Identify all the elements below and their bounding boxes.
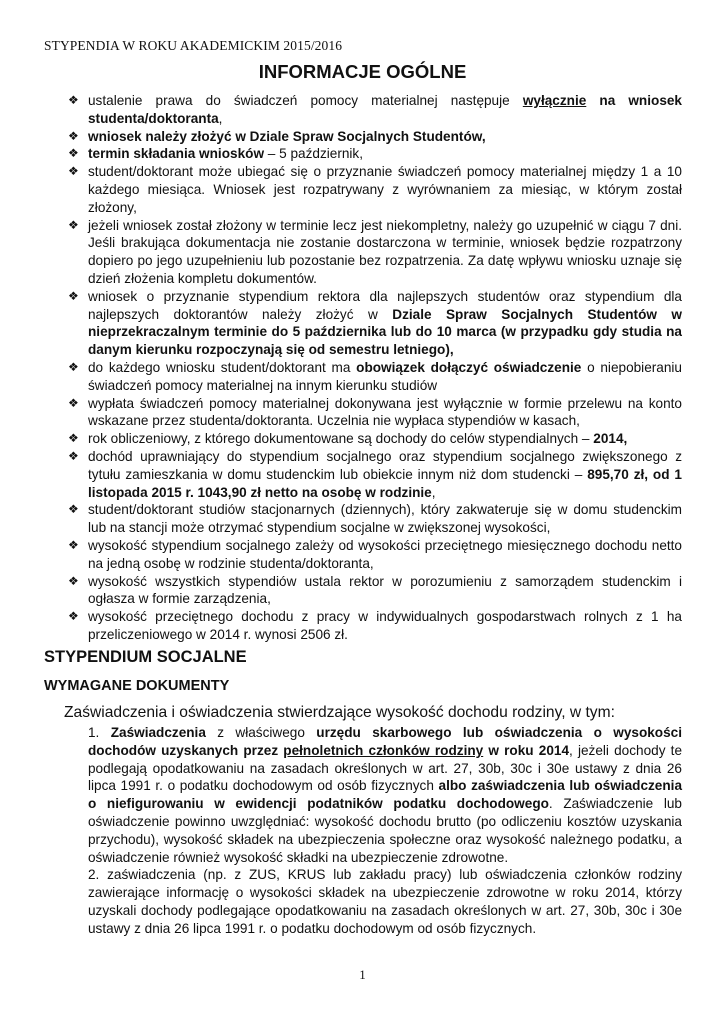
diamond-bullet-icon: ❖ — [68, 448, 79, 463]
diamond-bullet-icon: ❖ — [68, 288, 79, 303]
text-run: 895,70 zł, od 1 listopada 2015 r. 1043,90 zł netto na osobę w rodzinie — [88, 466, 682, 500]
text-run: wypłata świadczeń pomocy materialnej dokonywana jest wyłącznie w formie przelewu na konto wskazane przez studenta/doktoranta. Uczelnia nie wypłaca stypendiów w kasach, — [88, 395, 682, 429]
list-item — [68, 128, 682, 146]
text-run: z właściwego — [205, 725, 317, 740]
text-run: Zaświadczenia — [110, 725, 206, 740]
text-run: 1. — [88, 725, 111, 740]
running-header: STYPENDIA W ROKU AKADEMICKIM 2015/2016 — [44, 38, 343, 53]
documents-intro: Zaświadczenia i oświadczenia stwierdzające wysokość dochodu rodziny, w tym: — [64, 704, 615, 721]
text-run: Dziale Spraw Socjalnych Studentów w nieprzekraczalnym terminie do 5 października lub do 10 marca (w przypadku gdy studia na danym kierunku rozpoczynają się od semestru letniego), — [88, 306, 682, 358]
text-run: . Zaświadczenie lub oświadczenie powinno uwzględniać: wysokość dochodu brutto (po odliczeniu kosztów uzyskania przychodu), wysokość składek na ubezpieczenia społeczne oraz wysokość należnego podatku, a oświadczenie również wysokość składki na ubezpieczenie zdrowotne. — [88, 796, 682, 865]
text-run: pełnoletnich członków rodziny — [283, 742, 484, 758]
list-item — [68, 448, 682, 501]
text-run: jeżeli wniosek został złożony w terminie lecz jest niekompletny, należy go uzupełnić w ciągu 7 dni. Jeśli brakująca dokumentacja nie zostanie dostarczona w terminie, wniosek będzie rozpatrzony dopiero po jego uzupełnieniu lub pozostanie bez rozpatrzenia. Za datę wpływu wniosku uznaje się dzień złożenia kompletu dokumentów. — [88, 217, 682, 286]
list-item — [68, 537, 682, 573]
list-item — [68, 163, 682, 216]
diamond-bullet-icon: ❖ — [68, 537, 79, 552]
page-title: INFORMACJE OGÓLNE — [258, 61, 467, 82]
diamond-bullet-icon: ❖ — [68, 502, 79, 517]
list-item — [68, 573, 682, 609]
list-item — [68, 430, 682, 448]
text-run: do każdego wniosku student/doktorant ma — [88, 359, 357, 375]
text-run: , — [218, 110, 223, 126]
text-run: wysokość wszystkich stypendiów ustala rektor w porozumieniu z samorządem studenckim i ogłasza w formie zarządzenia, — [88, 573, 682, 607]
text-run: – 5 październik, — [264, 146, 364, 162]
text-run: obowiązek dołączyć oświadczenie — [356, 359, 582, 375]
text-run: wniosek należy złożyć w Dziale Spraw Socjalnych Studentów, — [88, 128, 486, 144]
text-run: student/doktorant studiów stacjonarnych (dziennych), który zakwateruje się w domu studenckim lub na stancji może otrzymać stypendium socjalne w zwiększonej wysokości, — [88, 502, 682, 536]
diamond-bullet-icon: ❖ — [68, 128, 79, 143]
list-item — [68, 501, 682, 537]
document-requirement-item — [88, 724, 682, 866]
diamond-bullet-icon: ❖ — [68, 573, 79, 588]
text-run: ustalenie prawa do świadczeń pomocy materialnej następuje — [88, 93, 523, 108]
diamond-bullet-icon: ❖ — [68, 359, 79, 374]
text-run: termin składania wniosków — [88, 146, 265, 162]
text-run: dochód uprawniający do stypendium socjalnego oraz stypendium socjalnego zwiększonego z tytułu zamieszkania w domu studenckim lub obiekcie innym niż dom studencki – — [88, 448, 682, 482]
text-run: wniosek o przyznanie stypendium rektora dla najlepszych studentów oraz stypendium dla najlepszych doktorantów należy złożyć w — [88, 288, 682, 322]
list-item — [68, 217, 682, 288]
section-title: STYPENDIUM SOCJALNE — [44, 648, 247, 666]
required-documents-list — [88, 724, 682, 938]
list-item — [68, 288, 682, 359]
diamond-bullet-icon: ❖ — [68, 146, 79, 161]
diamond-bullet-icon: ❖ — [68, 93, 79, 107]
text-run: rok obliczeniowy, z którego dokumentowane są dochody do celów stypendialnych – — [88, 431, 594, 447]
text-run: urzędu skarbowego lub oświadczenia o wysokości dochodów uzyskanych przez — [88, 725, 683, 758]
text-run: o niepobieraniu świadczeń pomocy materialnej na innym kierunku studiów — [88, 359, 682, 393]
text-run: 2014, — [593, 431, 628, 447]
text-run: wysokość stypendium socjalnego zależy od wysokości przeciętnego miesięcznego dochodu netto na jedną osobę w rodzinie studenta/doktoranta, — [88, 537, 682, 571]
list-item — [68, 92, 682, 128]
diamond-bullet-icon: ❖ — [68, 164, 79, 179]
text-run: , — [431, 484, 436, 500]
list-item — [68, 359, 682, 395]
text-run: albo zaświadczenia lub oświadczenia o niefigurowaniu w ewidencji podatników podatku dochodowego — [88, 778, 682, 812]
document-requirement-item — [88, 866, 682, 937]
text-run: w roku 2014 — [483, 742, 570, 758]
list-item — [68, 608, 682, 644]
text-run: , jeżeli dochody te podlegają opodatkowaniu na zasadach określonych w art. 27, 30b, 30c i 30e ustawy z dnia 26 lipca 1991 r. o podatku dochodowym od osób fizycznych — [88, 742, 683, 794]
list-item — [68, 395, 682, 431]
text-run: wyłącznie — [522, 93, 587, 108]
page-number: 1 — [359, 967, 366, 982]
diamond-bullet-icon: ❖ — [68, 431, 79, 446]
list-item — [68, 145, 682, 163]
diamond-bullet-icon: ❖ — [68, 395, 79, 410]
text-run: na wniosek studenta/doktoranta — [88, 93, 682, 126]
text-run: student/doktorant może ubiegać się o przyznanie świadczeń pomocy materialnej między 1 a 10 każdego miesiąca. Wniosek jest rozpatrywany z wyrównaniem za miesiąc, w którym został złożony, — [88, 164, 682, 215]
diamond-bullet-icon: ❖ — [68, 609, 79, 624]
text-run: wysokość przeciętnego dochodu z pracy w indywidualnych gospodarstwach rolnych z 1 ha przeliczeniowego w 2014 r. wynosi 2506 zł. — [88, 609, 682, 642]
diamond-bullet-icon: ❖ — [68, 217, 79, 232]
general-info-list — [68, 92, 682, 644]
subsection-title: WYMAGANE DOKUMENTY — [44, 678, 230, 694]
text-run: 2. zaświadczenia (np. z ZUS, KRUS lub zakładu pracy) lub oświadczenia członków rodziny zawierające informację o wysokości składek na ubezpieczenie zdrowotne w roku 2014, którzy uzyskali dochody podlegające opodatkowaniu na zasadach określonych w art. 27, 30b, 30c i 30e ustawy z dnia 26 lipca 1991 r. o podatku dochodowym od osób fizycznych. — [88, 867, 682, 936]
